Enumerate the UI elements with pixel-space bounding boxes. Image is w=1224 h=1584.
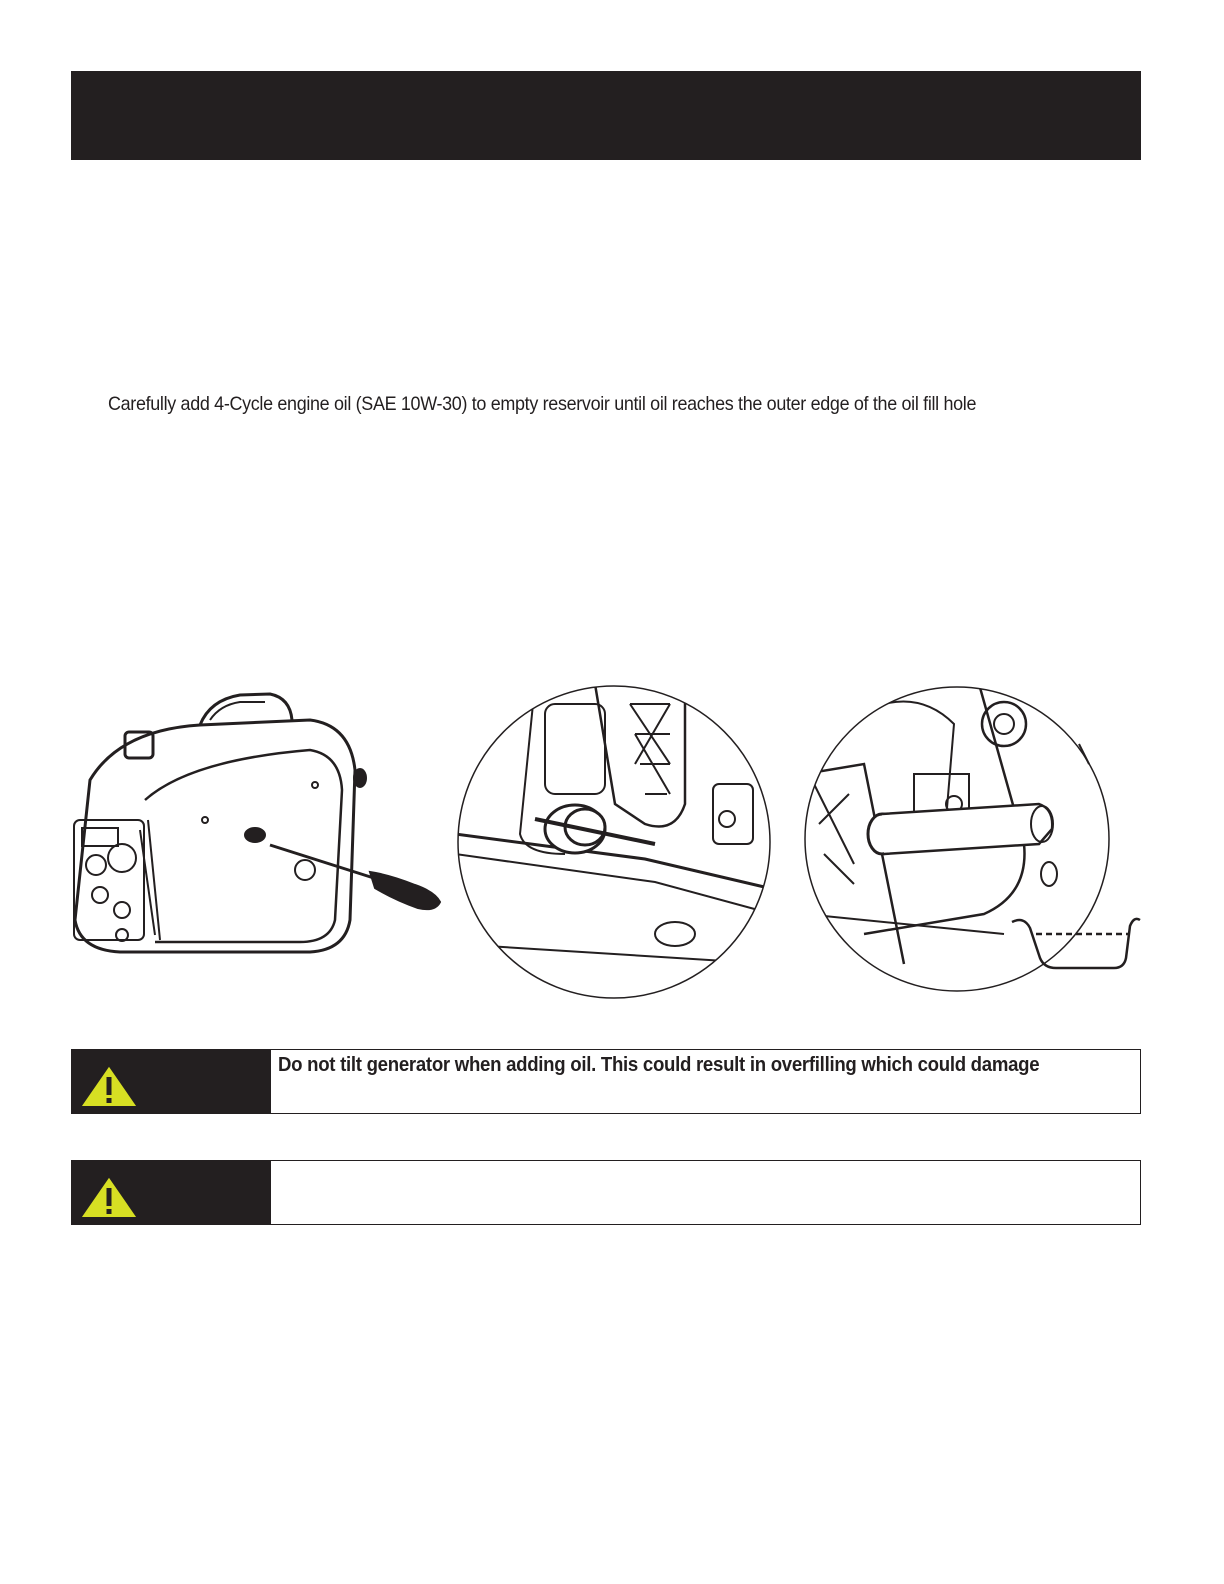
dipstick-detail-illustration <box>455 684 773 1000</box>
warning-triangle-icon <box>78 1174 140 1220</box>
instruction-text: Carefully add 4-Cycle engine oil (SAE 10W-30) to empty reservoir until oil reaches the outer edge of the oil fill hole <box>108 393 977 415</box>
generator-illustration <box>60 680 450 970</box>
header-bar <box>71 71 1141 160</box>
oil-pan-illustration <box>1010 912 1142 976</box>
warning-triangle-icon <box>78 1063 140 1109</box>
warning-icon-cell <box>72 1050 271 1113</box>
warning-icon-cell <box>72 1161 271 1224</box>
warning-text-1: Do not tilt generator when adding oil. This could result in overfilling which could damage <box>278 1054 1040 1076</box>
warning-box-1 <box>71 1049 1141 1114</box>
warning-box-2 <box>71 1160 1141 1225</box>
